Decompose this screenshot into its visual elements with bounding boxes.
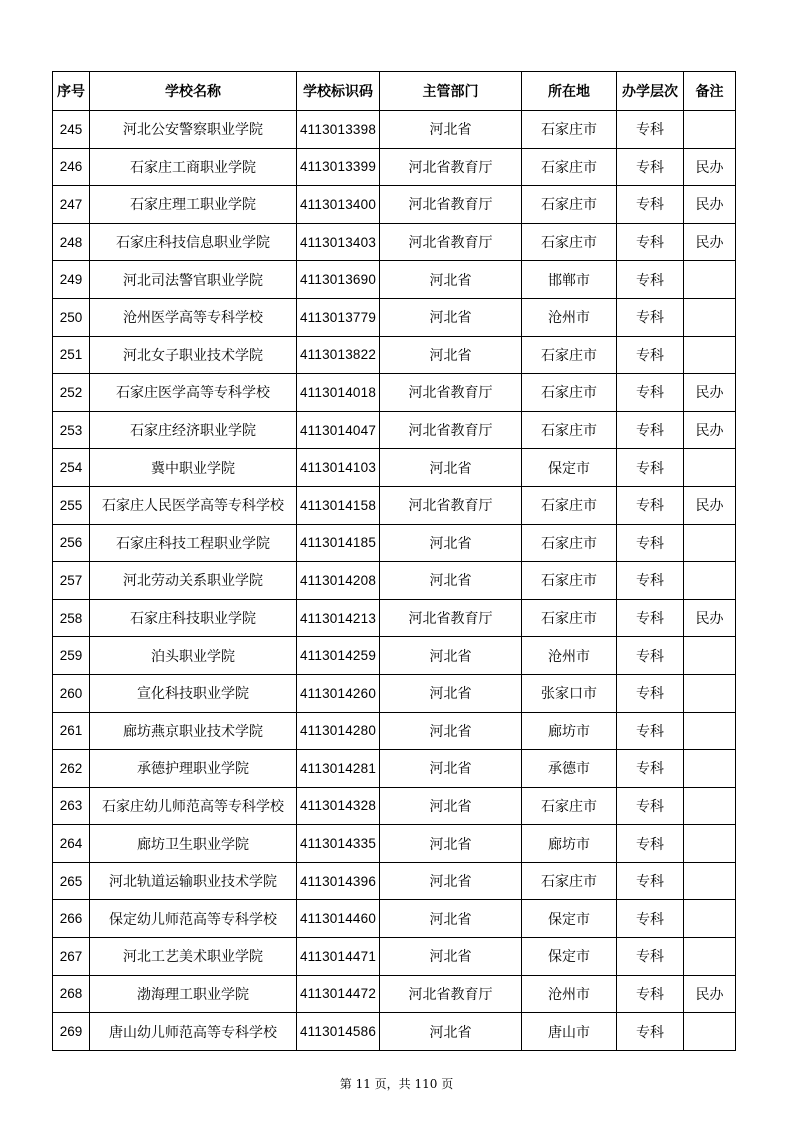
school-code-cell: 4113014047: [297, 411, 380, 449]
school-name-cell: 泊头职业学院: [90, 637, 297, 675]
table-body: [53, 111, 736, 1051]
school-code-cell: 4113014213: [297, 599, 380, 637]
remark-cell: [684, 900, 736, 938]
school-name-cell: 石家庄理工职业学院: [90, 186, 297, 224]
location-cell: 张家口市: [522, 674, 617, 712]
level-cell: 专科: [617, 524, 684, 562]
school-code-cell: 4113014158: [297, 486, 380, 524]
school-code-cell: 4113014472: [297, 975, 380, 1013]
department-cell: 河北省: [380, 862, 522, 900]
department-cell: 河北省: [380, 298, 522, 336]
department-cell: 河北省: [380, 261, 522, 299]
department-cell: 河北省教育厅: [380, 148, 522, 186]
department-cell: 河北省: [380, 750, 522, 788]
school-code-cell: 4113013822: [297, 336, 380, 374]
location-cell: 石家庄市: [522, 599, 617, 637]
remark-cell: [684, 111, 736, 149]
school-code-cell: 4113014396: [297, 862, 380, 900]
remark-cell: [684, 637, 736, 675]
serial-cell: 262: [53, 750, 90, 788]
level-cell: 专科: [617, 111, 684, 149]
table-row: [53, 674, 736, 712]
remark-cell: 民办: [684, 975, 736, 1013]
remark-cell: [684, 938, 736, 976]
location-cell: 石家庄市: [522, 486, 617, 524]
table-row: [53, 261, 736, 299]
remark-cell: 民办: [684, 223, 736, 261]
location-cell: 邯郸市: [522, 261, 617, 299]
level-cell: 专科: [617, 449, 684, 487]
location-cell: 石家庄市: [522, 374, 617, 412]
remark-cell: 民办: [684, 148, 736, 186]
remark-cell: [684, 562, 736, 600]
table-row: [53, 825, 736, 863]
serial-cell: 263: [53, 787, 90, 825]
department-cell: 河北省: [380, 1013, 522, 1051]
school-code-cell: 4113014280: [297, 712, 380, 750]
header-remark: 备注: [684, 72, 736, 111]
department-cell: 河北省: [380, 712, 522, 750]
level-cell: 专科: [617, 787, 684, 825]
level-cell: 专科: [617, 186, 684, 224]
table-row: [53, 787, 736, 825]
serial-cell: 254: [53, 449, 90, 487]
school-name-cell: 廊坊卫生职业学院: [90, 825, 297, 863]
table-row: [53, 938, 736, 976]
location-cell: 唐山市: [522, 1013, 617, 1051]
location-cell: 保定市: [522, 938, 617, 976]
school-name-cell: 廊坊燕京职业技术学院: [90, 712, 297, 750]
table-row: [53, 111, 736, 149]
department-cell: 河北省: [380, 674, 522, 712]
school-name-cell: 河北司法警官职业学院: [90, 261, 297, 299]
school-name-cell: 沧州医学高等专科学校: [90, 298, 297, 336]
table-row: [53, 599, 736, 637]
school-name-cell: 河北女子职业技术学院: [90, 336, 297, 374]
serial-cell: 253: [53, 411, 90, 449]
location-cell: 廊坊市: [522, 825, 617, 863]
serial-cell: 252: [53, 374, 90, 412]
department-cell: 河北省: [380, 825, 522, 863]
remark-cell: [684, 750, 736, 788]
school-code-cell: 4113014586: [297, 1013, 380, 1051]
table-row: [53, 975, 736, 1013]
department-cell: 河北省教育厅: [380, 374, 522, 412]
level-cell: 专科: [617, 1013, 684, 1051]
level-cell: 专科: [617, 562, 684, 600]
department-cell: 河北省: [380, 111, 522, 149]
school-code-cell: 4113014460: [297, 900, 380, 938]
remark-cell: 民办: [684, 374, 736, 412]
location-cell: 石家庄市: [522, 787, 617, 825]
table-row: [53, 336, 736, 374]
level-cell: 专科: [617, 411, 684, 449]
remark-cell: [684, 862, 736, 900]
serial-cell: 267: [53, 938, 90, 976]
remark-cell: [684, 298, 736, 336]
department-cell: 河北省: [380, 787, 522, 825]
location-cell: 石家庄市: [522, 111, 617, 149]
remark-cell: 民办: [684, 411, 736, 449]
serial-cell: 259: [53, 637, 90, 675]
serial-cell: 256: [53, 524, 90, 562]
school-code-cell: 4113013400: [297, 186, 380, 224]
remark-cell: [684, 336, 736, 374]
school-code-cell: 4113014281: [297, 750, 380, 788]
school-code-cell: 4113013399: [297, 148, 380, 186]
school-name-cell: 河北工艺美术职业学院: [90, 938, 297, 976]
remark-cell: [684, 825, 736, 863]
school-name-cell: 石家庄人民医学高等专科学校: [90, 486, 297, 524]
serial-cell: 257: [53, 562, 90, 600]
school-name-cell: 石家庄工商职业学院: [90, 148, 297, 186]
serial-cell: 247: [53, 186, 90, 224]
table-row: [53, 186, 736, 224]
remark-cell: [684, 787, 736, 825]
school-name-cell: 保定幼儿师范高等专科学校: [90, 900, 297, 938]
header-location: 所在地: [522, 72, 617, 111]
serial-cell: 248: [53, 223, 90, 261]
header-school-name: 学校名称: [90, 72, 297, 111]
school-name-cell: 唐山幼儿师范高等专科学校: [90, 1013, 297, 1051]
serial-cell: 251: [53, 336, 90, 374]
remark-cell: 民办: [684, 599, 736, 637]
header-level: 办学层次: [617, 72, 684, 111]
table-row: [53, 712, 736, 750]
location-cell: 沧州市: [522, 298, 617, 336]
remark-cell: [684, 1013, 736, 1051]
school-name-cell: 河北公安警察职业学院: [90, 111, 297, 149]
table-header-row: [53, 72, 736, 111]
level-cell: 专科: [617, 975, 684, 1013]
level-cell: 专科: [617, 825, 684, 863]
remark-cell: [684, 261, 736, 299]
location-cell: 石家庄市: [522, 148, 617, 186]
school-name-cell: 河北劳动关系职业学院: [90, 562, 297, 600]
location-cell: 承德市: [522, 750, 617, 788]
location-cell: 石家庄市: [522, 524, 617, 562]
serial-cell: 245: [53, 111, 90, 149]
school-name-cell: 石家庄医学高等专科学校: [90, 374, 297, 412]
remark-cell: 民办: [684, 486, 736, 524]
table-row: [53, 223, 736, 261]
table-row: [53, 298, 736, 336]
level-cell: 专科: [617, 900, 684, 938]
department-cell: 河北省教育厅: [380, 411, 522, 449]
school-code-cell: 4113013403: [297, 223, 380, 261]
school-code-cell: 4113014328: [297, 787, 380, 825]
table-row: [53, 750, 736, 788]
school-name-cell: 石家庄经济职业学院: [90, 411, 297, 449]
school-code-cell: 4113014335: [297, 825, 380, 863]
location-cell: 保定市: [522, 900, 617, 938]
school-name-cell: 河北轨道运输职业技术学院: [90, 862, 297, 900]
serial-cell: 264: [53, 825, 90, 863]
department-cell: 河北省教育厅: [380, 975, 522, 1013]
school-name-cell: 石家庄幼儿师范高等专科学校: [90, 787, 297, 825]
remark-cell: [684, 712, 736, 750]
level-cell: 专科: [617, 674, 684, 712]
serial-cell: 255: [53, 486, 90, 524]
school-name-cell: 冀中职业学院: [90, 449, 297, 487]
table-row: [53, 449, 736, 487]
location-cell: 沧州市: [522, 637, 617, 675]
department-cell: 河北省: [380, 900, 522, 938]
school-name-cell: 石家庄科技职业学院: [90, 599, 297, 637]
level-cell: 专科: [617, 261, 684, 299]
table-row: [53, 524, 736, 562]
table-row: [53, 562, 736, 600]
level-cell: 专科: [617, 637, 684, 675]
header-department: 主管部门: [380, 72, 522, 111]
serial-cell: 268: [53, 975, 90, 1013]
school-name-cell: 石家庄科技工程职业学院: [90, 524, 297, 562]
serial-cell: 269: [53, 1013, 90, 1051]
location-cell: 石家庄市: [522, 186, 617, 224]
table-row: [53, 637, 736, 675]
page-footer: 第 11 页，共 110 页: [339, 1077, 454, 1091]
department-cell: 河北省: [380, 562, 522, 600]
serial-cell: 250: [53, 298, 90, 336]
table-row: [53, 1013, 736, 1051]
school-code-cell: 4113014471: [297, 938, 380, 976]
header-school-code: 学校标识码: [297, 72, 380, 111]
department-cell: 河北省教育厅: [380, 186, 522, 224]
remark-cell: [684, 674, 736, 712]
school-code-cell: 4113014260: [297, 674, 380, 712]
school-code-cell: 4113014018: [297, 374, 380, 412]
department-cell: 河北省教育厅: [380, 599, 522, 637]
location-cell: 石家庄市: [522, 562, 617, 600]
location-cell: 沧州市: [522, 975, 617, 1013]
department-cell: 河北省: [380, 637, 522, 675]
level-cell: 专科: [617, 599, 684, 637]
school-code-cell: 4113014185: [297, 524, 380, 562]
location-cell: 石家庄市: [522, 223, 617, 261]
serial-cell: 249: [53, 261, 90, 299]
location-cell: 石家庄市: [522, 862, 617, 900]
level-cell: 专科: [617, 336, 684, 374]
level-cell: 专科: [617, 486, 684, 524]
level-cell: 专科: [617, 862, 684, 900]
serial-cell: 266: [53, 900, 90, 938]
table-row: [53, 148, 736, 186]
level-cell: 专科: [617, 712, 684, 750]
school-code-cell: 4113013779: [297, 298, 380, 336]
level-cell: 专科: [617, 223, 684, 261]
level-cell: 专科: [617, 938, 684, 976]
serial-cell: 261: [53, 712, 90, 750]
department-cell: 河北省: [380, 938, 522, 976]
school-code-cell: 4113014259: [297, 637, 380, 675]
level-cell: 专科: [617, 750, 684, 788]
school-code-cell: 4113014208: [297, 562, 380, 600]
level-cell: 专科: [617, 374, 684, 412]
table-row: [53, 862, 736, 900]
remark-cell: [684, 524, 736, 562]
location-cell: 保定市: [522, 449, 617, 487]
table-row: [53, 411, 736, 449]
table-row: [53, 900, 736, 938]
remark-cell: [684, 449, 736, 487]
level-cell: 专科: [617, 148, 684, 186]
location-cell: 石家庄市: [522, 411, 617, 449]
department-cell: 河北省教育厅: [380, 223, 522, 261]
school-name-cell: 石家庄科技信息职业学院: [90, 223, 297, 261]
school-code-cell: 4113013398: [297, 111, 380, 149]
department-cell: 河北省: [380, 524, 522, 562]
school-name-cell: 渤海理工职业学院: [90, 975, 297, 1013]
remark-cell: 民办: [684, 186, 736, 224]
level-cell: 专科: [617, 298, 684, 336]
serial-cell: 260: [53, 674, 90, 712]
location-cell: 廊坊市: [522, 712, 617, 750]
school-code-cell: 4113014103: [297, 449, 380, 487]
table-row: [53, 486, 736, 524]
serial-cell: 246: [53, 148, 90, 186]
serial-cell: 258: [53, 599, 90, 637]
school-name-cell: 承德护理职业学院: [90, 750, 297, 788]
table-row: [53, 374, 736, 412]
school-code-cell: 4113013690: [297, 261, 380, 299]
school-name-cell: 宣化科技职业学院: [90, 674, 297, 712]
location-cell: 石家庄市: [522, 336, 617, 374]
department-cell: 河北省: [380, 449, 522, 487]
header-serial: 序号: [53, 72, 90, 111]
school-list-table: [52, 71, 736, 1051]
serial-cell: 265: [53, 862, 90, 900]
department-cell: 河北省教育厅: [380, 486, 522, 524]
department-cell: 河北省: [380, 336, 522, 374]
